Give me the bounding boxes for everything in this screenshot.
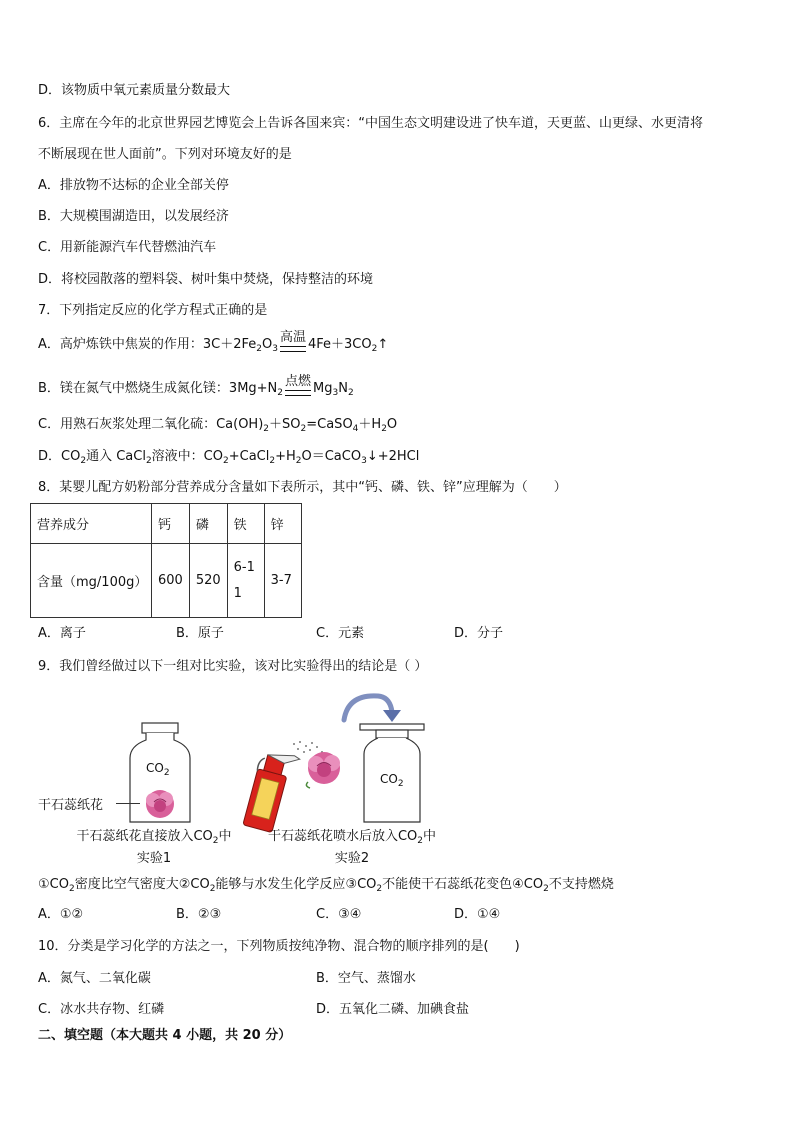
jar-2-co2-label: $CO_2$ bbox=[380, 772, 404, 789]
section-2-heading: 二、填空题（本大题共 4 小题，共 20 分） bbox=[38, 1028, 292, 1043]
q8-option-a: A．离子 bbox=[38, 626, 86, 641]
q7-option-a: A．高炉炼铁中焦炭的作用：$3C+2Fe_2O_3$ 高温 $4Fe+3CO_2↑$ bbox=[38, 330, 389, 354]
q9-option-a: A．①② bbox=[38, 907, 84, 922]
q7-option-b: B．镁在氮气中燃烧生成氮化镁：$3Mg+N_2$ 点燃 $Mg_3N_2$ bbox=[38, 374, 354, 398]
q10-stem: 10．分类是学习化学的方法之一，下列物质按纯净物、混合物的顺序排列的是( ) bbox=[38, 939, 520, 954]
dry-litmus-flower-label: 干石蕊纸花 bbox=[38, 798, 104, 813]
table-header-zinc: 锌 bbox=[264, 504, 301, 544]
q10-option-a: A．氮气、二氧化碳 bbox=[38, 971, 151, 986]
table-cell-content-label: 含量（mg/100g） bbox=[31, 544, 152, 618]
jar-2-lid bbox=[360, 724, 424, 730]
q10-option-b: B．空气、蒸馏水 bbox=[316, 971, 416, 986]
jar-1-lid bbox=[142, 723, 178, 733]
table-cell-phosphorus: 520 bbox=[189, 544, 227, 618]
experiment-2-caption: 干石蕊纸花喷水后放入$CO_2$中 实验2 bbox=[267, 829, 437, 866]
table-header-iron: 铁 bbox=[227, 504, 264, 544]
q6-stem-line1: 6．主席在今年的北京世界园艺博览会上告诉各国来宾：“中国生态文明建设进了快车道，天更蓝、山更绿、水更清将 bbox=[38, 116, 704, 131]
curved-arrow-icon bbox=[338, 688, 408, 726]
q9-conclusions: $①CO_2$密度比空气密度大$②CO_2$能够与水发生化学反应$③CO_2$不能使干石蕊纸花变色$④CO_2$不支持燃烧 bbox=[38, 877, 614, 894]
experiment-1-caption: 干石蕊纸花直接放入$CO_2$中 实验1 bbox=[76, 829, 232, 866]
q7-stem: 7．下列指定反应的化学方程式正确的是 bbox=[38, 303, 268, 318]
table-header-calcium: 钙 bbox=[152, 504, 190, 544]
table-header-phosphorus: 磷 bbox=[189, 504, 227, 544]
table-cell-iron: 6-1 1 bbox=[227, 544, 264, 618]
q9-option-b: B．②③ bbox=[176, 907, 222, 922]
q7-option-c: C．用熟石灰浆处理二氧化硫：$Ca(OH)_2+SO_2=CaSO_4+H_2O$ bbox=[38, 417, 398, 434]
q6-option-c: C．用新能源汽车代替燃油汽车 bbox=[38, 240, 217, 255]
q7-a-condition: 高温 bbox=[280, 331, 306, 352]
rose-flower-icon-2 bbox=[298, 748, 350, 790]
q7-option-d: D．$CO_2$通入 CaCl$_2$溶液中：$CO_2+CaCl_2+H_2O=CaCO_3↓+2HCl$ bbox=[38, 449, 420, 466]
q8-option-b: B．原子 bbox=[176, 626, 224, 641]
q6-option-a: A．排放物不达标的企业全部关停 bbox=[38, 178, 229, 193]
q7-b-condition: 点燃 bbox=[285, 375, 311, 396]
q9-stem: 9．我们曾经做过以下一组对比实验，该对比实验得出的结论是（ ） bbox=[38, 659, 428, 674]
table-cell-zinc: 3-7 bbox=[264, 544, 301, 618]
label-pointer-line bbox=[116, 803, 140, 804]
q5-option-d: D．该物质中氧元素质量分数最大 bbox=[38, 83, 231, 98]
q8-option-d: D．分子 bbox=[454, 626, 504, 641]
table-header-nutrient: 营养成分 bbox=[31, 504, 152, 544]
q6-stem-line2: 不断展现在世人面前”。下列对环境友好的是 bbox=[38, 147, 292, 162]
q9-option-c: C．③④ bbox=[316, 907, 362, 922]
rose-flower-icon-1 bbox=[146, 790, 174, 818]
jar-1-co2-label: $CO_2$ bbox=[146, 761, 170, 778]
q9-option-d: D．①④ bbox=[454, 907, 501, 922]
table-cell-calcium: 600 bbox=[152, 544, 190, 618]
q10-option-d: D．五氧化二磷、加碘食盐 bbox=[316, 1002, 470, 1017]
q8-stem: 8．某婴儿配方奶粉部分营养成分含量如下表所示，其中“钙、磷、铁、锌”应理解为（ ） bbox=[38, 480, 567, 495]
nutrition-table bbox=[30, 503, 302, 618]
q10-option-c: C．冰水共存物、红磷 bbox=[38, 1002, 165, 1017]
q8-option-c: C．元素 bbox=[316, 626, 365, 641]
q6-option-d: D．将校园散落的塑料袋、树叶集中焚烧，保持整洁的环境 bbox=[38, 272, 374, 287]
q6-option-b: B．大规模围湖造田，以发展经济 bbox=[38, 209, 229, 224]
